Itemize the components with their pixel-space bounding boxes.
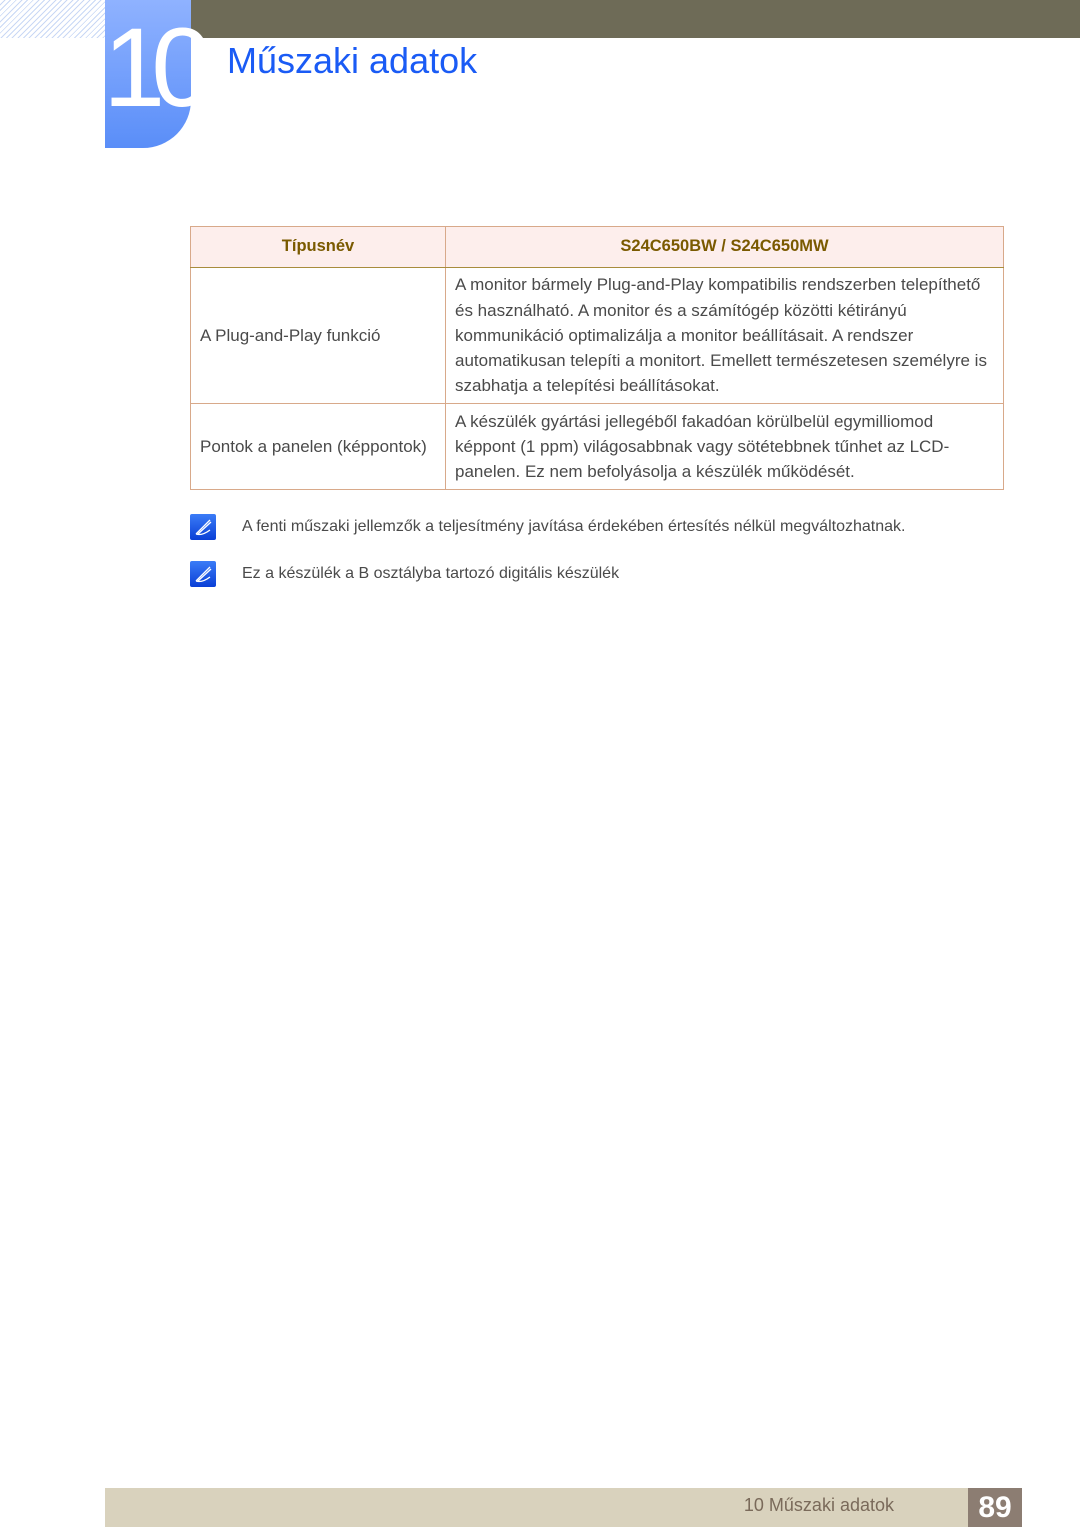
page-footer — [105, 1488, 1022, 1527]
page-title: Műszaki adatok — [227, 40, 478, 81]
header-hatch-decoration — [0, 0, 105, 38]
note-pencil-icon — [190, 561, 216, 587]
table-row — [191, 404, 1004, 490]
page-number: 89 — [968, 1488, 1022, 1527]
note-item — [190, 514, 905, 540]
header-model-value: S24C650BW / S24C650MW — [446, 227, 1004, 268]
note-pencil-icon — [190, 514, 216, 540]
note-item — [190, 561, 619, 587]
note-text: Ez a készülék a B osztályba tartozó digitális készülék — [242, 565, 620, 582]
header-model-label: Típusnév — [191, 227, 446, 268]
header-bar — [190, 0, 1080, 38]
chapter-number: 10 — [103, 5, 200, 130]
row-label: A Plug-and-Play funkció — [191, 268, 446, 404]
spec-table — [190, 226, 1004, 490]
row-value: A készülék gyártási jellegéből fakadóan körülbelül egymilliomod képpont (1 ppm) világosabbnak vagy sötétebbnek tűnhet az LCD-panelen. Ez nem befolyásolja a készülék működését. — [446, 404, 1004, 490]
row-value: A monitor bármely Plug-and-Play kompatibilis rendszerben telepíthető és használható. A monitor és a számítógép közötti kétirányú kommunikáció optimalizálja a monitor beállításait. A rendszer automatikusan telepíti a monitort. Emellett természetesen személyre is szabhatja a telepítési beállításokat. — [446, 268, 1004, 404]
row-label: Pontok a panelen (képpontok) — [191, 404, 446, 490]
footer-section-title: 10 Műszaki adatok — [743, 1495, 894, 1515]
table-row — [191, 268, 1004, 404]
note-text: A fenti műszaki jellemzők a teljesítmény javítása érdekében értesítés nélkül megváltozhatnak. — [242, 518, 906, 535]
table-header-row — [191, 227, 1004, 268]
